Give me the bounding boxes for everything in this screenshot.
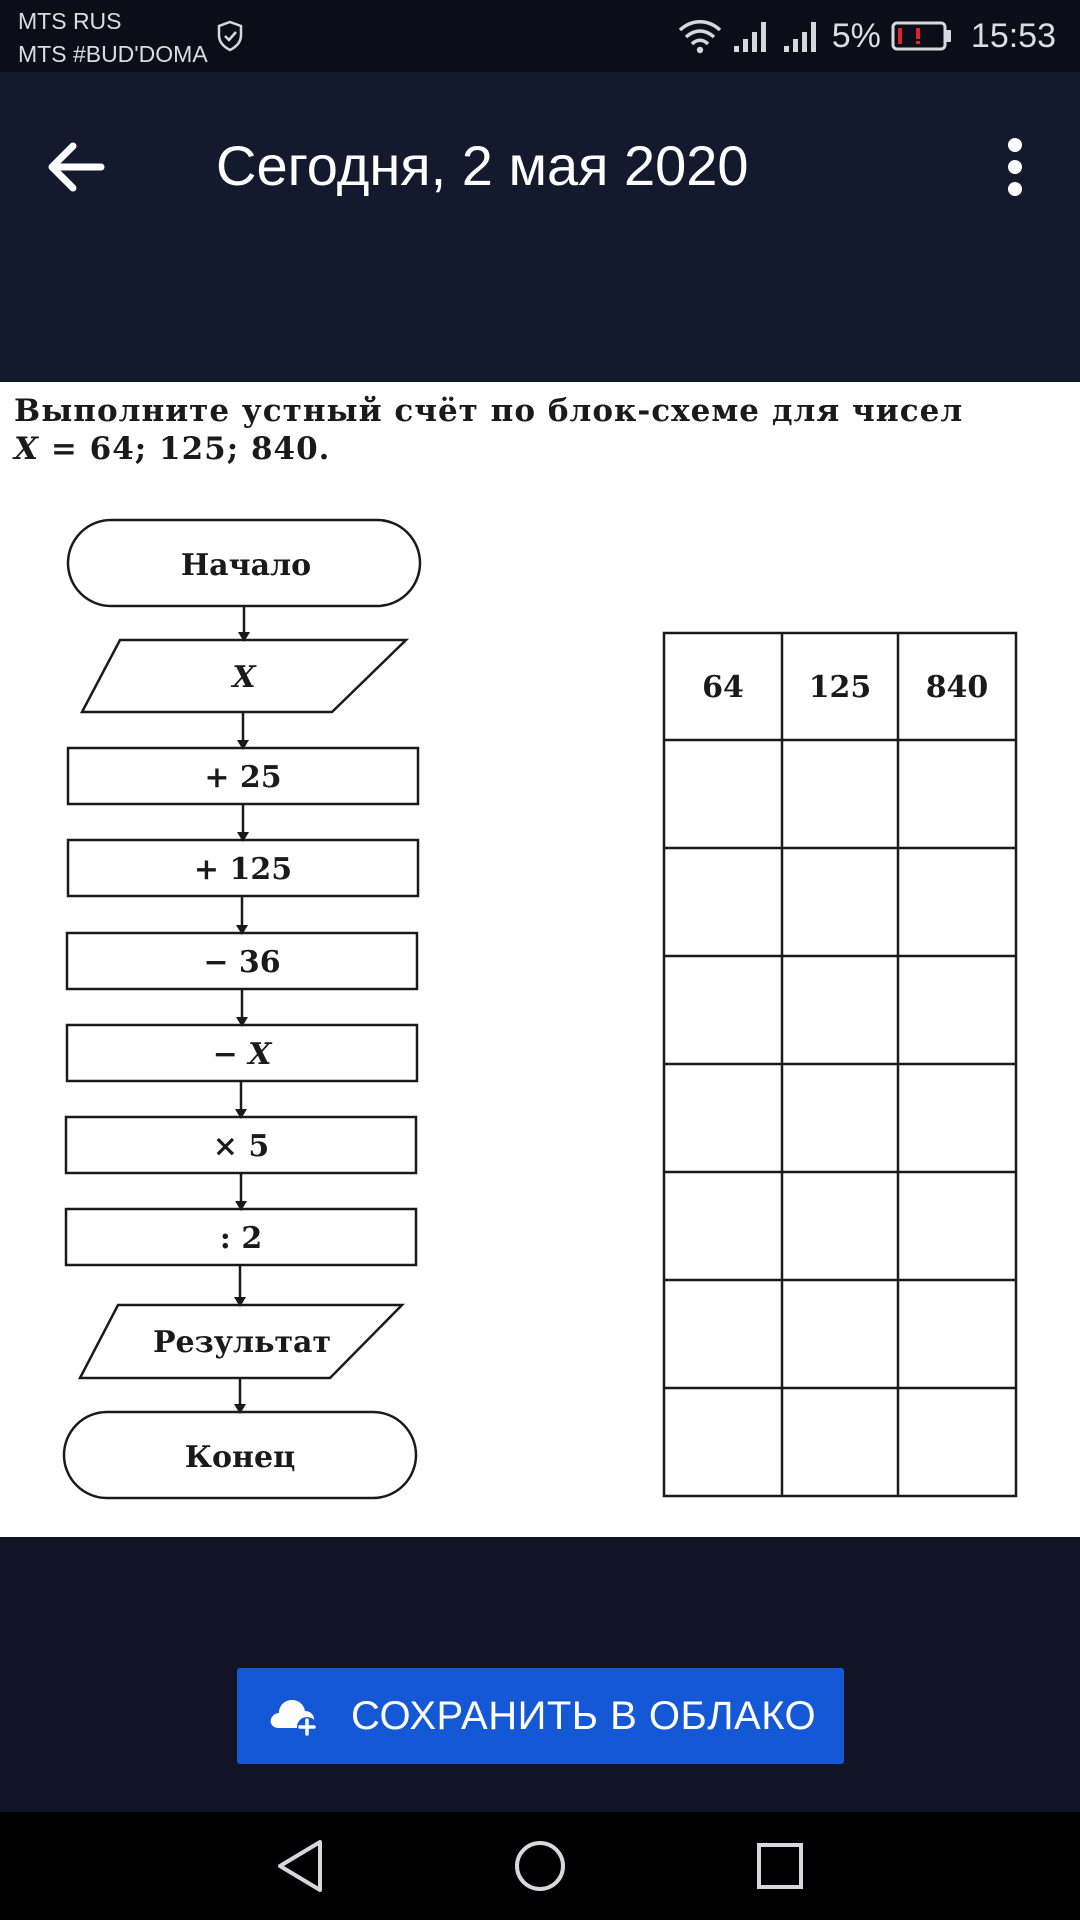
- flowchart-step-5: × 5: [212, 1129, 270, 1164]
- clock: 15:53: [970, 16, 1056, 55]
- flowchart-output-label: Результат: [152, 1325, 332, 1360]
- status-bar: [0, 0, 1080, 72]
- flowchart-start-label: Начало: [180, 548, 312, 583]
- back-arrow-icon: [45, 141, 105, 193]
- battery-low-icon: [891, 20, 953, 52]
- instruction-variable: X: [14, 431, 40, 467]
- answer-table: [664, 633, 1016, 1496]
- document-image[interactable]: [0, 382, 1080, 1537]
- battery-percent: 5%: [831, 16, 881, 55]
- back-button[interactable]: [30, 122, 120, 212]
- table-header-840: 840: [925, 670, 989, 705]
- flowchart-step-4: − X: [212, 1037, 272, 1072]
- flowchart-input-label: X: [232, 660, 256, 695]
- flowchart-step-1: + 25: [204, 760, 282, 795]
- nav-recents-button[interactable]: [748, 1834, 812, 1898]
- nav-home-icon: [512, 1838, 568, 1894]
- nav-back-icon: [274, 1838, 326, 1894]
- instruction-line-1: Выполните устный счёт по блок-схеме для чисел: [14, 393, 964, 429]
- flowchart: [0, 382, 1080, 1537]
- nav-home-button[interactable]: [508, 1834, 572, 1898]
- signal-icon: [782, 18, 822, 54]
- vpn-shield-icon: [216, 20, 244, 52]
- flowchart-end-label: Конец: [184, 1440, 296, 1475]
- save-to-cloud-button[interactable]: [237, 1668, 844, 1764]
- table-header-64: 64: [702, 670, 744, 705]
- nav-recents-icon: [754, 1840, 806, 1892]
- carrier-name-1: MTS RUS: [18, 8, 122, 34]
- flowchart-connectors: [240, 606, 244, 1412]
- flowchart-step-2: + 125: [193, 852, 293, 887]
- save-button-label: СОХРАНИТЬ В ОБЛАКО: [351, 1693, 817, 1738]
- more-vert-icon: [1005, 137, 1025, 197]
- table-header-125: 125: [808, 670, 872, 705]
- flowchart-step-6: : 2: [219, 1221, 263, 1256]
- status-icons: [678, 10, 1056, 62]
- cloud-upload-icon: [267, 1694, 319, 1738]
- wifi-icon: [678, 18, 722, 54]
- flowchart-step-3: − 36: [203, 945, 281, 980]
- more-options-button[interactable]: [980, 122, 1050, 212]
- page-title: Сегодня, 2 мая 2020: [216, 134, 749, 197]
- system-nav-bar: [0, 1812, 1080, 1920]
- signal-icon: [732, 18, 772, 54]
- instruction-values: = 64; 125; 840.: [39, 431, 331, 467]
- carrier-name-2: MTS #BUD'DOMA: [18, 41, 208, 67]
- nav-back-button[interactable]: [268, 1834, 332, 1898]
- app-bar: [0, 72, 1080, 382]
- flowchart-arrowheads: [234, 632, 250, 1414]
